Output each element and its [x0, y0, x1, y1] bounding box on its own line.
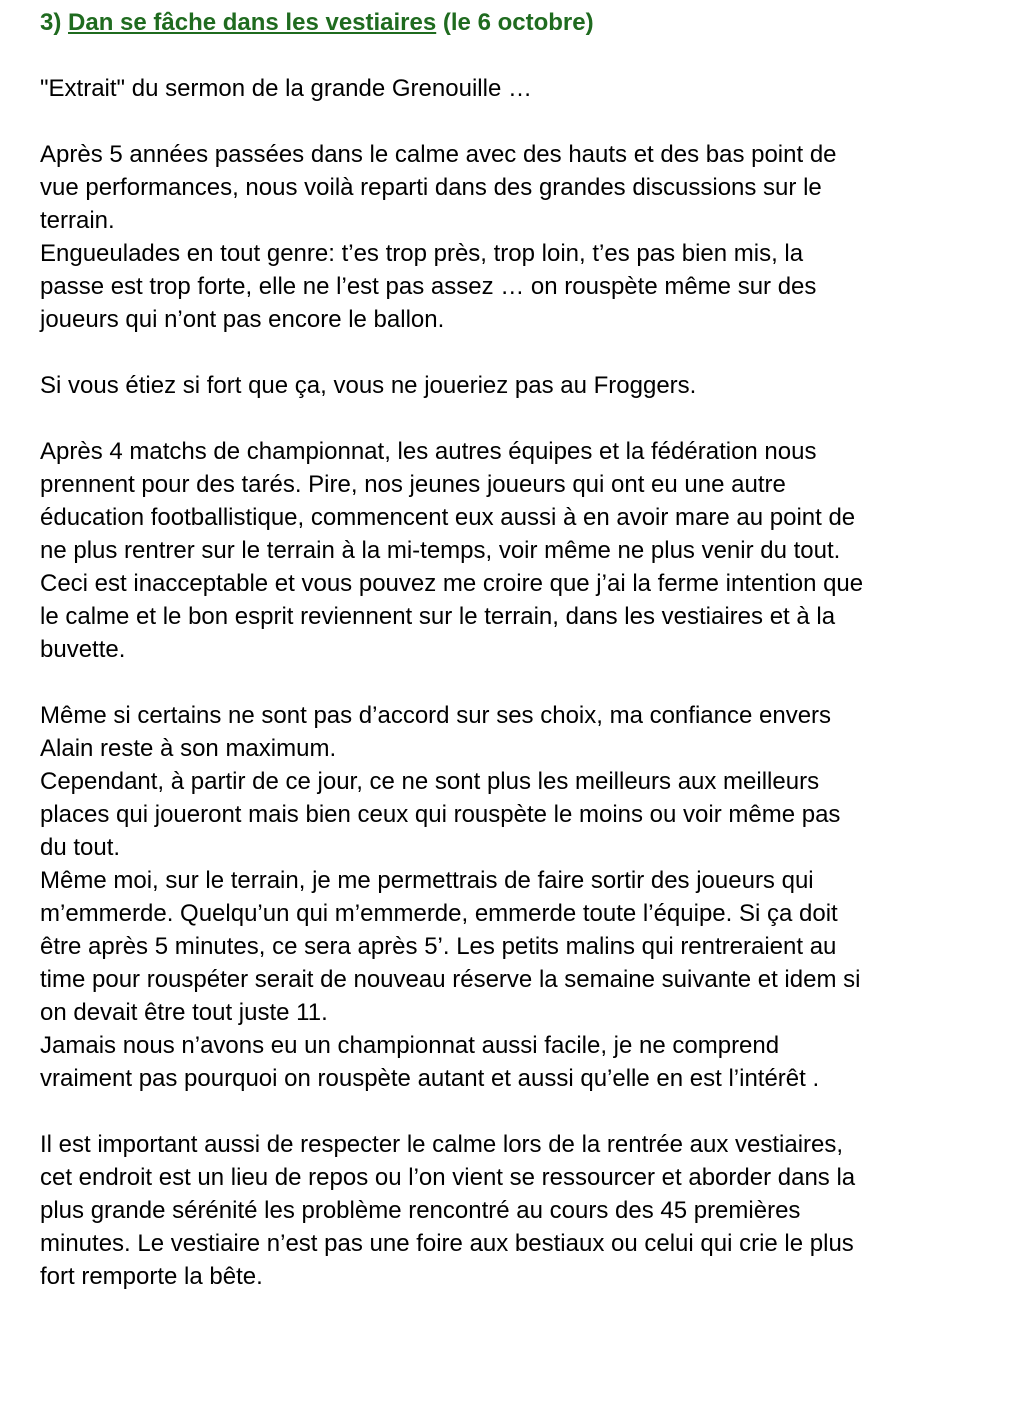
text-line: Après 4 matchs de championnat, les autres équipes et la fédération nous [40, 438, 817, 465]
text-line: être après 5 minutes, ce sera après 5’. Les petits malins qui rentreraient au [40, 933, 837, 960]
text-line: le calme et le bon esprit reviennent sur le terrain, dans les vestiaires et à la [40, 603, 836, 630]
spacer [40, 1095, 990, 1128]
paragraph-3 [40, 435, 990, 666]
text-line: vue performances, nous voilà reparti dans des grandes discussions sur le [40, 174, 822, 201]
text-line: cet endroit est un lieu de repos ou l’on vient se ressourcer et aborder dans la [40, 1164, 856, 1191]
text-line: terrain. [40, 207, 115, 234]
spacer [40, 666, 990, 699]
paragraph-5 [40, 1128, 990, 1293]
text-line: éducation footballistique, commencent eux aussi à en avoir mare au point de [40, 504, 856, 531]
paragraph-4 [40, 699, 990, 1095]
text-line: Ceci est inacceptable et vous pouvez me croire que j’ai la ferme intention que [40, 570, 864, 597]
text-line: m’emmerde. Quelqu’un qui m’emmerde, emmerde toute l’équipe. Si ça doit [40, 900, 838, 927]
text-line: joueurs qui n’ont pas encore le ballon. [40, 306, 445, 333]
spacer [40, 105, 990, 138]
text-line: plus grande sérénité les problème rencontré au cours des 45 premières [40, 1197, 801, 1224]
text-line: vraiment pas pourquoi on rouspète autant et aussi qu’elle en est l’intérêt . [40, 1065, 820, 1092]
text-line: minutes. Le vestiaire n’est pas une foire aux bestiaux ou celui qui crie le plus [40, 1230, 854, 1257]
text-line: Même si certains ne sont pas d’accord sur ses choix, ma confiance envers [40, 702, 832, 729]
section-heading [40, 6, 990, 39]
text-line: Jamais nous n’avons eu un championnat aussi facile, je ne comprend [40, 1032, 780, 1059]
text-line: Même moi, sur le terrain, je me permettrais de faire sortir des joueurs qui [40, 867, 814, 894]
text-line: du tout. [40, 834, 121, 861]
text-line: ne plus rentrer sur le terrain à la mi-temps, voir même ne plus venir du tout. [40, 537, 841, 564]
document-page [40, 6, 990, 1293]
text-line: places qui joueront mais bien ceux qui rouspète le moins ou voir même pas [40, 801, 841, 828]
text-line: prennent pour des tarés. Pire, nos jeunes joueurs qui ont eu une autre [40, 471, 786, 498]
text-line: on devait être tout juste 11. [40, 999, 328, 1026]
spacer [40, 39, 990, 72]
heading-number: 3) [40, 9, 62, 36]
intro-line: "Extrait" du sermon de la grande Grenouille … [40, 75, 532, 102]
heading-title: Dan se fâche dans les vestiaires [68, 9, 437, 36]
spacer [40, 402, 990, 435]
paragraph-2 [40, 369, 990, 402]
text-line: Si vous étiez si fort que ça, vous ne joueriez pas au Froggers. [40, 372, 697, 399]
text-line: Il est important aussi de respecter le calme lors de la rentrée aux vestiaires, [40, 1131, 844, 1158]
paragraph-1 [40, 138, 990, 336]
spacer [40, 336, 990, 369]
text-line: Cependant, à partir de ce jour, ce ne sont plus les meilleurs aux meilleurs [40, 768, 820, 795]
text-line: fort remporte la bête. [40, 1263, 263, 1290]
text-line: buvette. [40, 636, 126, 663]
text-line: passe est trop forte, elle ne l’est pas assez … on rouspète même sur des [40, 273, 817, 300]
text-line: Après 5 années passées dans le calme avec des hauts et des bas point de [40, 141, 837, 168]
text-line: time pour rouspéter serait de nouveau réserve la semaine suivante et idem si [40, 966, 861, 993]
heading-date: (le 6 octobre) [442, 9, 594, 36]
text-line: Alain reste à son maximum. [40, 735, 337, 762]
text-line: Engueulades en tout genre: t’es trop près, trop loin, t’es pas bien mis, la [40, 240, 804, 267]
